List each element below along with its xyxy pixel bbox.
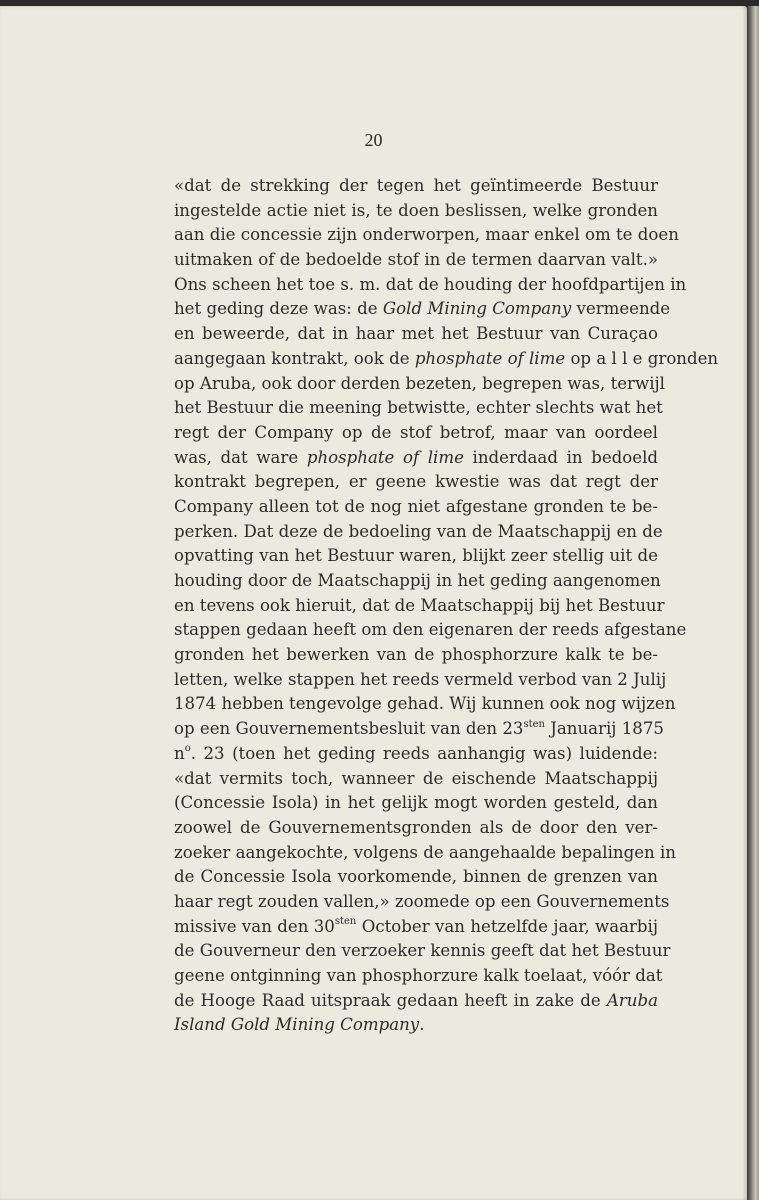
italic-text: Island Gold Mining Company bbox=[174, 1015, 420, 1035]
text-line bbox=[174, 643, 658, 668]
text-run: «dat vermits toch, wanneer de eischende Maatschappij bbox=[174, 768, 658, 788]
text-line bbox=[174, 273, 687, 298]
text-line bbox=[174, 618, 687, 643]
text-line bbox=[174, 816, 658, 841]
superscript: sten bbox=[334, 916, 357, 928]
text-line bbox=[174, 372, 665, 397]
text-line bbox=[174, 964, 663, 989]
text-run: zoeker aangekochte, volgens de aangehaalde bepalingen in bbox=[174, 842, 676, 862]
text-run: vermeende bbox=[571, 299, 671, 319]
text-line bbox=[174, 594, 665, 619]
text-run: aan die concessie zijn onderworpen, maar enkel om te doen bbox=[174, 225, 679, 245]
text-run: letten, welke stappen het reeds vermeld verbod van 2 Julij bbox=[174, 669, 667, 689]
text-line bbox=[174, 223, 679, 248]
text-run: opvatting van het Bestuur waren, blijkt zeer stellig uit de bbox=[174, 546, 658, 566]
italic-text: phosphate of lime bbox=[414, 348, 566, 368]
text-run: het Bestuur die meening betwistte, echter slechts wat het bbox=[174, 398, 663, 418]
text-line bbox=[174, 470, 658, 495]
text-line bbox=[174, 791, 658, 816]
text-line bbox=[174, 841, 676, 866]
text-line bbox=[174, 939, 671, 964]
text-line bbox=[174, 989, 658, 1014]
text-line bbox=[174, 865, 658, 890]
text-run: uitmaken of de bedoelde stof in de termen daarvan valt.» bbox=[174, 250, 658, 270]
text-run: inderdaad in bedoeld bbox=[463, 447, 659, 467]
text-line bbox=[174, 199, 658, 224]
text-run: 1874 hebben tengevolge gehad. Wij kunnen ook nog wijzen bbox=[174, 694, 676, 714]
text-line bbox=[174, 421, 658, 446]
text-line bbox=[174, 1013, 658, 1038]
text-run: zoowel de Gouvernementsgronden als de door den ver- bbox=[174, 817, 658, 837]
text-run: perken. Dat deze de bedoeling van de Maatschappij en de bbox=[174, 521, 663, 541]
text-line bbox=[174, 297, 671, 322]
text-line bbox=[174, 742, 658, 767]
text-line bbox=[174, 668, 667, 693]
text-line bbox=[174, 717, 664, 742]
body-text bbox=[174, 174, 719, 1038]
text-run: Company alleen tot de nog niet afgestane gronden te be- bbox=[174, 496, 658, 516]
text-line bbox=[174, 544, 658, 569]
text-run: was, dat ware bbox=[174, 447, 307, 467]
superscript: o bbox=[184, 743, 191, 755]
text-run: en tevens ook hieruit, dat de Maatschappij bij het Bestuur bbox=[174, 595, 665, 615]
text-line bbox=[174, 569, 661, 594]
text-line bbox=[174, 495, 658, 520]
text-run: . 23 (toen het geding reeds aanhangig was) luidende: bbox=[190, 743, 658, 763]
text-line bbox=[174, 322, 658, 347]
text-line bbox=[174, 767, 658, 792]
text-run: regt der Company op de stof betrof, maar van oordeel bbox=[174, 422, 658, 442]
text-line bbox=[174, 396, 663, 421]
text-run: geene ontginning van phosphorzure kalk toelaat, vóór dat bbox=[174, 966, 663, 985]
book-page bbox=[0, 6, 747, 1200]
text-run: «dat de strekking der tegen het geïntimeerde Bestuur bbox=[174, 176, 658, 195]
text-run: Januarij 1875 bbox=[544, 719, 664, 739]
book-page-edge bbox=[747, 6, 759, 1200]
text-line bbox=[174, 248, 658, 273]
italic-text: phosphate of lime bbox=[306, 447, 464, 467]
text-line bbox=[174, 915, 658, 940]
text-line bbox=[174, 446, 658, 471]
text-run: (Concessie Isola) in het gelijk mogt worden gesteld, dan bbox=[174, 793, 658, 813]
text-run: de Gouverneur den verzoeker kennis geeft dat het Bestuur bbox=[174, 941, 671, 961]
page-number: 20 bbox=[364, 130, 383, 150]
text-run: n bbox=[174, 743, 185, 763]
italic-text: Gold Mining Company bbox=[382, 299, 572, 319]
text-run: stappen gedaan heeft om den eigenaren der reeds afgestane bbox=[174, 620, 687, 640]
text-run: gronden het bewerken van de phosphorzure kalk te be- bbox=[174, 645, 658, 665]
text-run: kontrakt begrepen, er geene kwestie was dat regt der bbox=[174, 472, 658, 492]
text-run: October van hetzelfde jaar, waarbij bbox=[356, 916, 658, 936]
text-run: en beweerde, dat in haar met het Bestuur van Curaçao bbox=[174, 324, 658, 344]
text-run: het geding deze was: de bbox=[174, 299, 383, 319]
text-run: op een Gouvernementsbesluit van den 23 bbox=[174, 719, 524, 739]
text-run: op a l l e gronden bbox=[565, 348, 719, 368]
text-run: op Aruba, ook door derden bezeten, begrepen was, terwijl bbox=[174, 373, 665, 393]
text-line bbox=[174, 692, 676, 717]
text-run: de Hooge Raad uitspraak gedaan heeft in zake de bbox=[174, 990, 607, 1010]
text-run: aangegaan kontrakt, ook de bbox=[174, 348, 415, 368]
text-line bbox=[174, 347, 719, 372]
text-line bbox=[174, 520, 663, 545]
text-run: Ons scheen het toe s. m. dat de houding der hoofdpartijen in bbox=[174, 274, 687, 294]
text-line bbox=[174, 174, 658, 199]
text-line bbox=[174, 890, 670, 915]
text-run: haar regt zouden vallen,» zoomede op een Gouvernements bbox=[174, 891, 670, 911]
text-run: ingestelde actie niet is, te doen beslissen, welke gronden bbox=[174, 200, 658, 220]
superscript: sten bbox=[523, 718, 545, 730]
text-run: de Concessie Isola voorkomende, binnen de grenzen van bbox=[174, 867, 658, 887]
text-run: missive van den 30 bbox=[174, 916, 335, 936]
italic-text: Aruba bbox=[606, 990, 658, 1010]
text-run: . bbox=[419, 1015, 425, 1035]
text-run: houding door de Maatschappij in het geding aangenomen bbox=[174, 571, 661, 590]
